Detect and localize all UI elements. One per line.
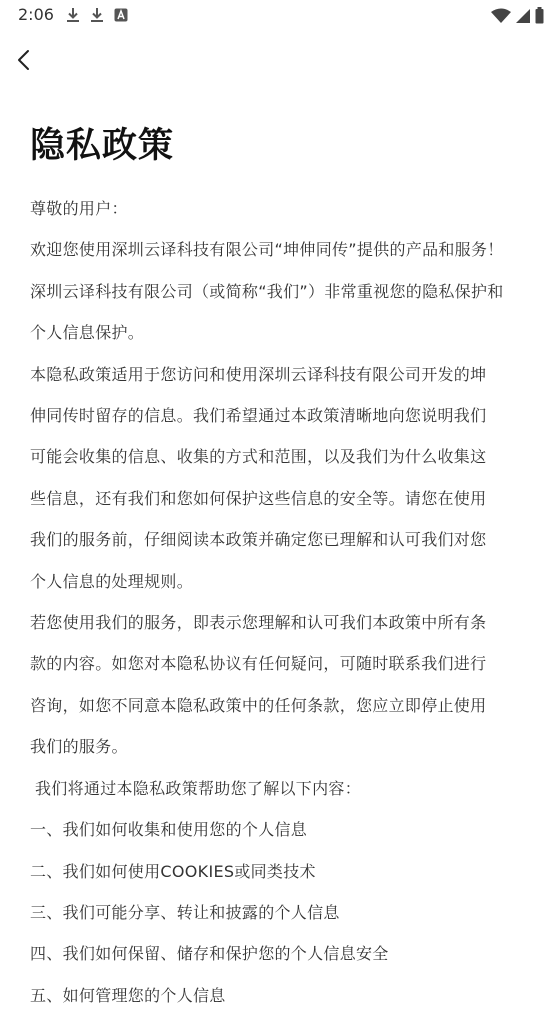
toc-item: 五、如何管理您的个人信息 (30, 985, 226, 1005)
battery-icon (535, 7, 544, 24)
greeting-line: 尊敬的用户： (30, 199, 128, 218)
page-title: 隐私政策 (30, 126, 175, 166)
cellular-signal-icon (515, 8, 531, 24)
toc-item: 二、我们如何使用COOKIES或同类技术 (30, 861, 316, 881)
status-bar (0, 0, 556, 32)
policy-line: 款的内容。如您对本隐私协议有任何疑问，可随时联系我们进行 (30, 654, 487, 674)
a-notification-icon (114, 8, 128, 22)
policy-line: 我们的服务前，仔细阅读本政策并确定您已理解和认可我们对您 (30, 530, 487, 550)
download-icon (90, 7, 104, 23)
policy-line: 欢迎您使用深圳云译科技有限公司“坤伸同传”提供的产品和服务！ (30, 240, 504, 260)
policy-content (30, 188, 530, 1016)
policy-line: 个人信息的处理规则。 (30, 571, 194, 591)
policy-line: 我们将通过本隐私政策帮助您了解以下内容： (35, 778, 362, 798)
status-time: 2:06 (18, 5, 54, 24)
policy-line: 咨询，如您不同意本隐私政策中的任何条款，您应立即停止使用 (30, 695, 487, 715)
toc-item: 一、我们如何收集和使用您的个人信息 (30, 820, 308, 840)
policy-line: 若您使用我们的服务，即表示您理解和认可我们本政策中所有条 (30, 613, 487, 633)
policy-line: 个人信息保护。 (30, 323, 145, 343)
policy-line: 深圳云译科技有限公司（或简称“我们”）非常重视您的隐私保护和 (30, 281, 504, 301)
back-button[interactable] (12, 46, 38, 74)
policy-line: 些信息，还有我们和您如何保护这些信息的安全等。请您在使用 (30, 488, 487, 508)
toc-item: 四、我们如何保留、储存和保护您的个人信息安全 (30, 944, 389, 964)
policy-line: 伸同传时留存的信息。我们希望通过本政策清晰地向您说明我们 (30, 406, 487, 426)
policy-line: 可能会收集的信息、收集的方式和范围，以及我们为什么收集这 (30, 447, 487, 467)
policy-line: 我们的服务。 (30, 737, 128, 757)
status-notification-icons (66, 7, 128, 23)
policy-line: 本隐私政策适用于您访问和使用深圳云译科技有限公司开发的坤 (30, 364, 487, 384)
download-icon (66, 7, 80, 23)
chevron-left-icon (12, 46, 38, 74)
wifi-icon (491, 8, 511, 24)
toc-item: 三、我们可能分享、转让和披露的个人信息 (30, 902, 340, 922)
status-system-icons (491, 7, 544, 24)
